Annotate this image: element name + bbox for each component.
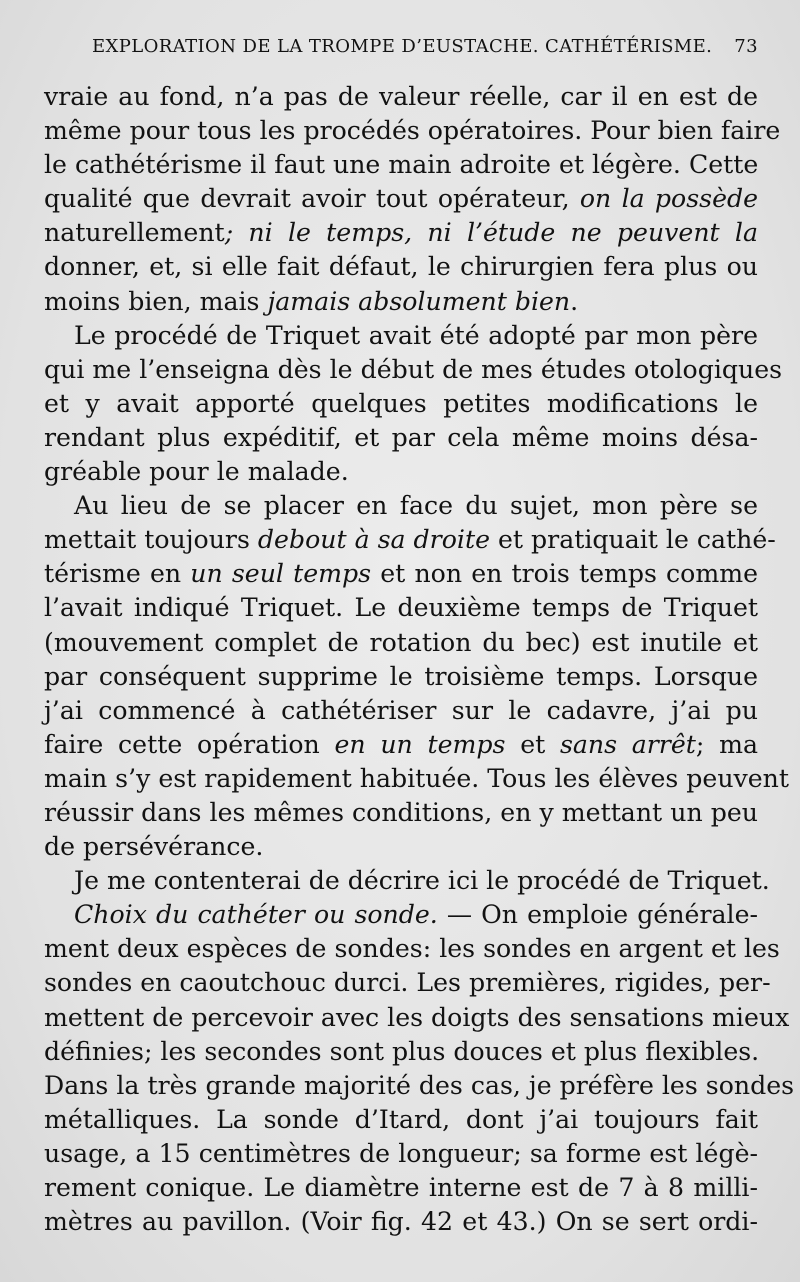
text-line: par conséquent supprime le troisième temps. Lorsque [44,661,758,691]
text-line: et y avait apporté quelques petites modifications le [44,388,758,418]
text-line: Je me contenterai de décrire ici le procédé de Triquet. [74,866,770,896]
page-number: 73 [734,36,758,57]
text-line: sondes en caoutchouc durci. Les premières, rigides, per- [44,968,771,998]
text-line: faire cette opération en un temps et sans arrêt; ma [44,729,758,759]
body-text [44,80,795,1239]
text-line: Au lieu de se placer en face du sujet, mon père se [74,491,758,521]
text-line: main s’y est rapidement habituée. Tous les élèves peuvent [44,763,790,793]
text-line: gréable pour le malade. [44,457,349,487]
text-line: vraie au fond, n’a pas de valeur réelle, car il en est de [44,82,758,111]
text-line: de persévérance. [44,832,264,862]
text-line: mettait toujours debout à sa droite et pratiquait le cathé- [44,525,776,555]
text-line: j’ai commencé à cathétériser sur le cadavre, j’ai pu [44,695,758,725]
text-line: mettent de percevoir avec les doigts des sensations mieux [44,1002,790,1032]
text-line: réussir dans les mêmes conditions, en y mettant un peu [44,797,758,827]
text-line: qui me l’enseigna dès le début de mes études otologiques [44,354,783,384]
text-line: l’avait indiqué Triquet. Le deuxième temps de Triquet [44,593,758,623]
text-line: définies; les secondes sont plus douces et plus flexibles. [44,1036,760,1066]
text-line: qualité que devrait avoir tout opérateur, on la possède [44,184,758,214]
text-line: le cathétérisme il faut une main adroite et légère. Cette [44,150,759,180]
text-line: ment deux espèces de sondes: les sondes en argent et les [44,934,780,964]
running-head-title: EXPLORATION DE LA TROMPE D’EUSTACHE. CATHÉTÉRISME. [92,36,713,57]
text-line: rement conique. Le diamètre interne est de 7 à 8 milli- [44,1173,758,1202]
text-line: usage, a 15 centimètres de longueur; sa forme est légè- [44,1138,758,1168]
text-line: moins bien, mais jamais absolument bien. [44,286,579,316]
running-head [92,36,758,62]
text-line: mètres au pavillon. (Voir fig. 42 et 43.) On se sert ordi- [44,1207,758,1237]
text-line: Dans la très grande majorité des cas, je préfère les sondes [44,1070,795,1100]
text-line: (mouvement complet de rotation du bec) est inutile et [44,627,758,657]
text-line: rendant plus expéditif, et par cela même moins désa- [44,422,758,452]
text-line: même pour tous les procédés opératoires. Pour bien faire [44,116,781,146]
text-line: naturellement; ni le temps, ni l’étude ne peuvent la [44,218,758,248]
text-line: Choix du cathéter ou sonde. — On emploie générale- [74,900,758,930]
text-line: donner, et, si elle fait défaut, le chirurgien fera plus ou [44,252,758,282]
text-line: térisme en un seul temps et non en trois temps comme [44,559,759,589]
text-line: Le procédé de Triquet avait été adopté par mon père [74,320,758,350]
text-line: métalliques. La sonde d’Itard, dont j’ai toujours fait [44,1104,758,1134]
